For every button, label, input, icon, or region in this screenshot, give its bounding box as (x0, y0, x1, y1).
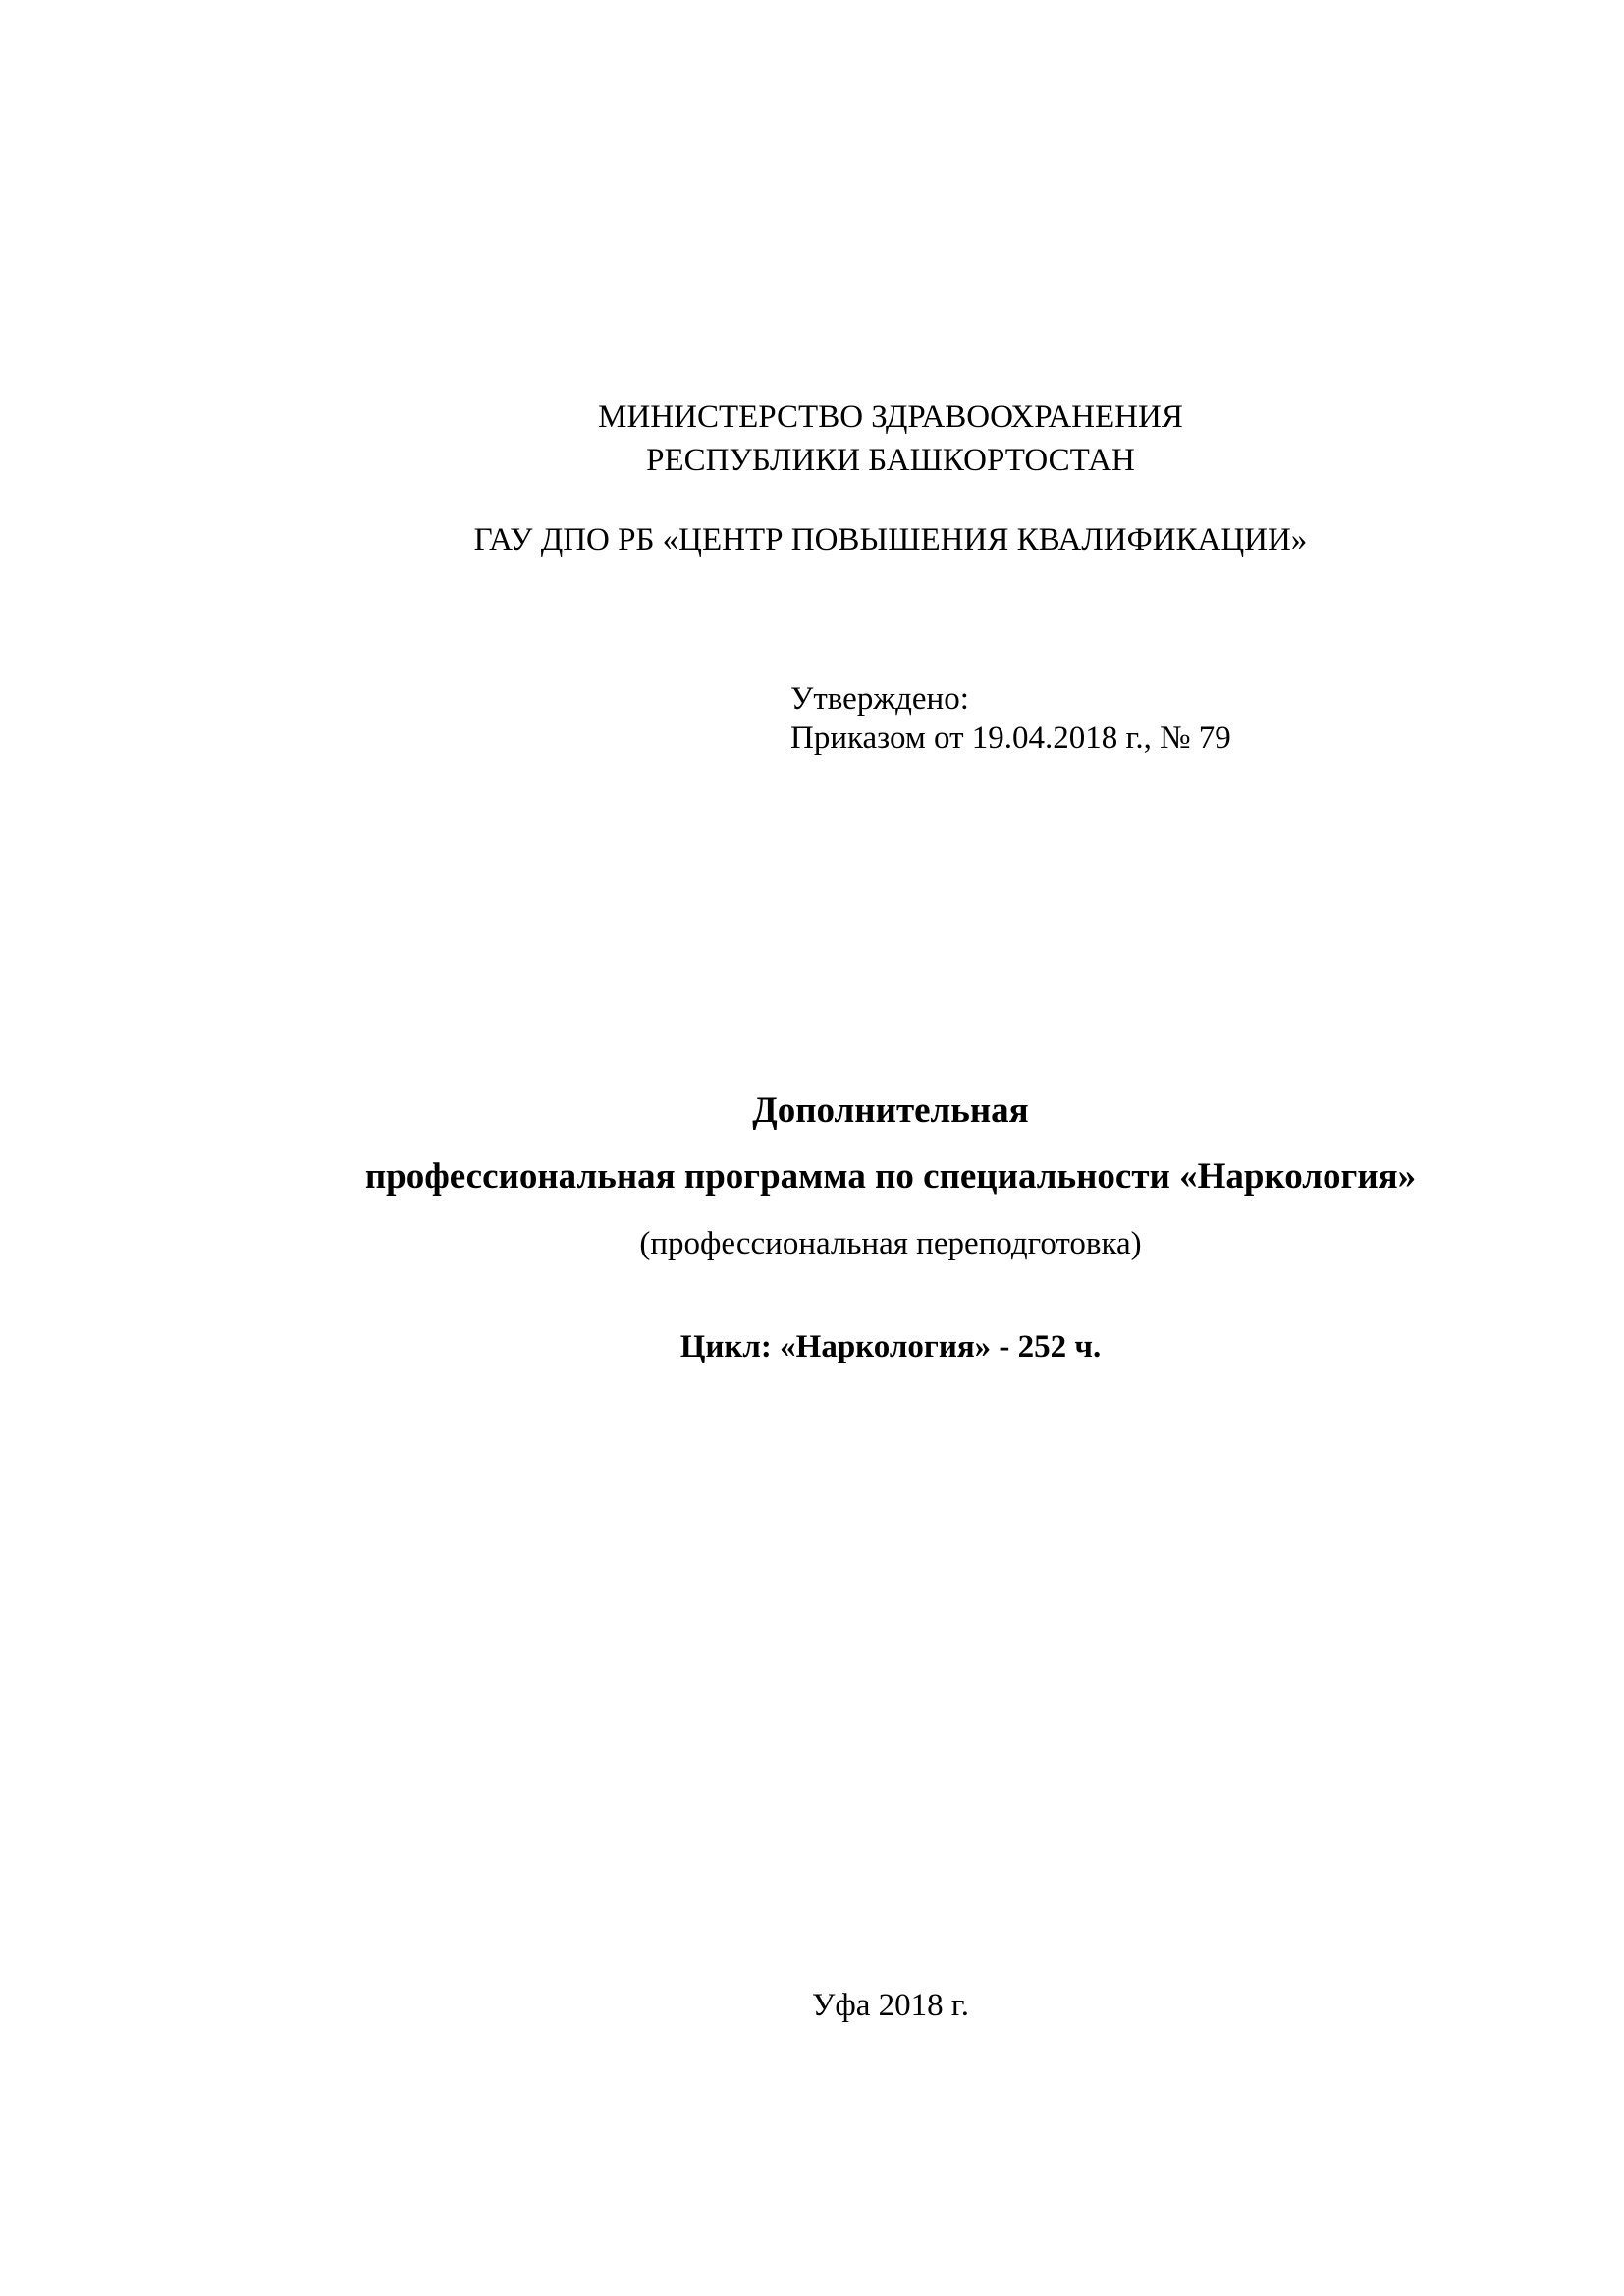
approval-label: Утверждено: (790, 681, 969, 717)
city-year: Уфа 2018 г. (812, 1988, 969, 2023)
approval-order: Приказом от 19.04.2018 г., № 79 (790, 721, 1231, 756)
program-title-line-2: профессиональная программа по специальности «Наркология» (364, 1156, 1417, 1197)
institution-name: ГАУ ДПО РБ «ЦЕНТР ПОВЫШЕНИЯ КВАЛИФИКАЦИИ» (473, 522, 1308, 558)
ministry-name-line-2: РЕСПУБЛИКИ БАШКОРТОСТАН (646, 443, 1135, 478)
ministry-name-line-1: МИНИСТЕРСТВО ЗДРАВООХРАНЕНИЯ (598, 400, 1183, 435)
program-cycle: Цикл: «Наркология» - 252 ч. (679, 1329, 1102, 1364)
program-title-line-1: Дополнительная (752, 1091, 1029, 1131)
program-subtitle: (профессиональная переподготовка) (639, 1226, 1142, 1261)
